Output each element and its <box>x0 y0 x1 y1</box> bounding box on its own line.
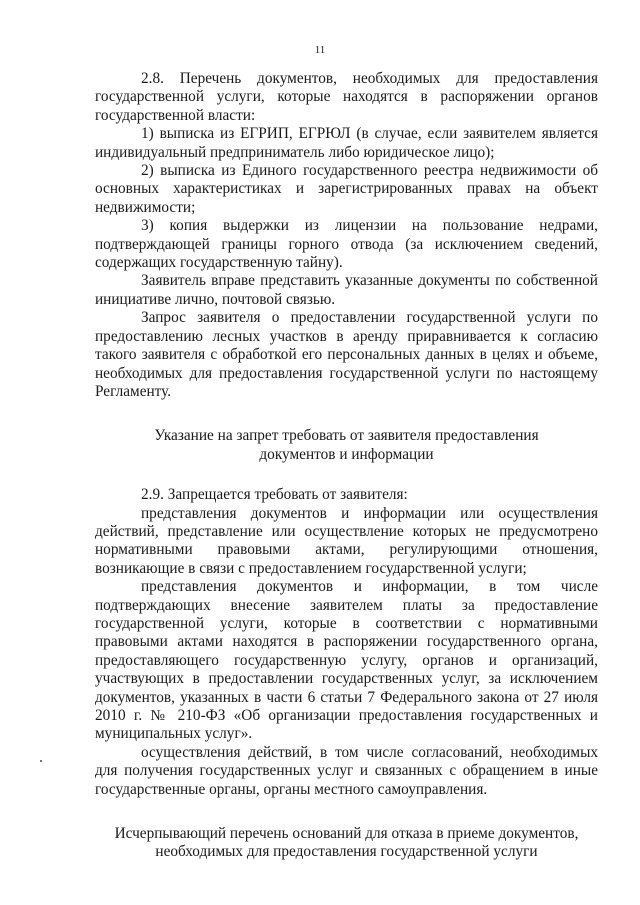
paragraph-applicant-right: Заявитель вправе представить указанные документы по собственной инициативе лично, почтовой связью. <box>95 272 598 308</box>
paragraph-2-8-intro: 2.8. Перечень документов, необходимых для предоставления государственной услуги, которые находятся в распоряжении органов государственной власти: <box>95 70 598 124</box>
paragraph-2-9-intro: 2.9. Запрещается требовать от заявителя: <box>141 486 408 504</box>
section-heading-prohibition-line-2: документов и информации <box>259 445 434 463</box>
list-item-1-egrip: 1) выписка из ЕГРИП, ЕГРЮЛ (в случае, если заявителем является индивидуальный предприниматель либо юридическое лицо); <box>95 125 598 161</box>
section-heading-prohibition <box>95 427 598 464</box>
prohibition-item-documents-info: представления документов и информации, в том числе подтверждающих внесение заявителем платы за предоставление государственной услуги, которые в соответствии с нормативными правовыми актами находятся в распоряжении государственного органа, предоставляющего государственную услугу, органов и организаций, участвующих в предоставлении государственных услуг, за исключением документов, указанных в части 6 статьи 7 Федерального закона от 27 июля 2010 г. № 210-ФЗ «Об организации предоставления государственных и муниципальных услуг». <box>95 578 598 743</box>
prohibition-item-documents-actions: представления документов и информации или осуществления действий, представление или осуществление которых не предусмотрено нормативными правовыми актами, регулирующими отношения, возникающие в связи с предоставлением государственной услуги; <box>95 504 598 577</box>
section-heading-refusal-grounds <box>95 825 598 862</box>
list-item-3-license: 3) копия выдержки из лицензии на пользование недрами, подтверждающей границы горного отвода (за исключением сведений, содержащих государственную тайну). <box>95 217 598 272</box>
paragraph-consent: Запрос заявителя о предоставлении государственной услуги по предоставлению лесных участков в аренду приравнивается к согласию такого заявителя с обработкой его персональных данных в целях и объеме, необходимых для предоставления государственной услуги по настоящему Регламенту. <box>95 309 598 400</box>
margin-mark <box>40 760 42 762</box>
page-number: 11 <box>314 44 326 56</box>
section-heading-refusal-line-1: Исчерпывающий перечень оснований для отказа в приеме документов, <box>114 825 579 843</box>
list-item-2-egrn: 2) выписка из Единого государственного реестра недвижимости об основных характеристиках и зарегистрированных правах на объект недвижимости; <box>95 162 598 216</box>
document-body <box>95 70 598 862</box>
section-heading-prohibition-line-1: Указание на запрет требовать от заявителя предоставления <box>154 427 539 445</box>
prohibition-item-approvals: осуществления действий, в том числе согласований, необходимых для получения государственных услуг и связанных с обращением в иные государственные органы, органы местного самоуправления. <box>95 743 598 798</box>
section-heading-refusal-line-2: необходимых для предоставления государственной услуги <box>155 843 538 861</box>
